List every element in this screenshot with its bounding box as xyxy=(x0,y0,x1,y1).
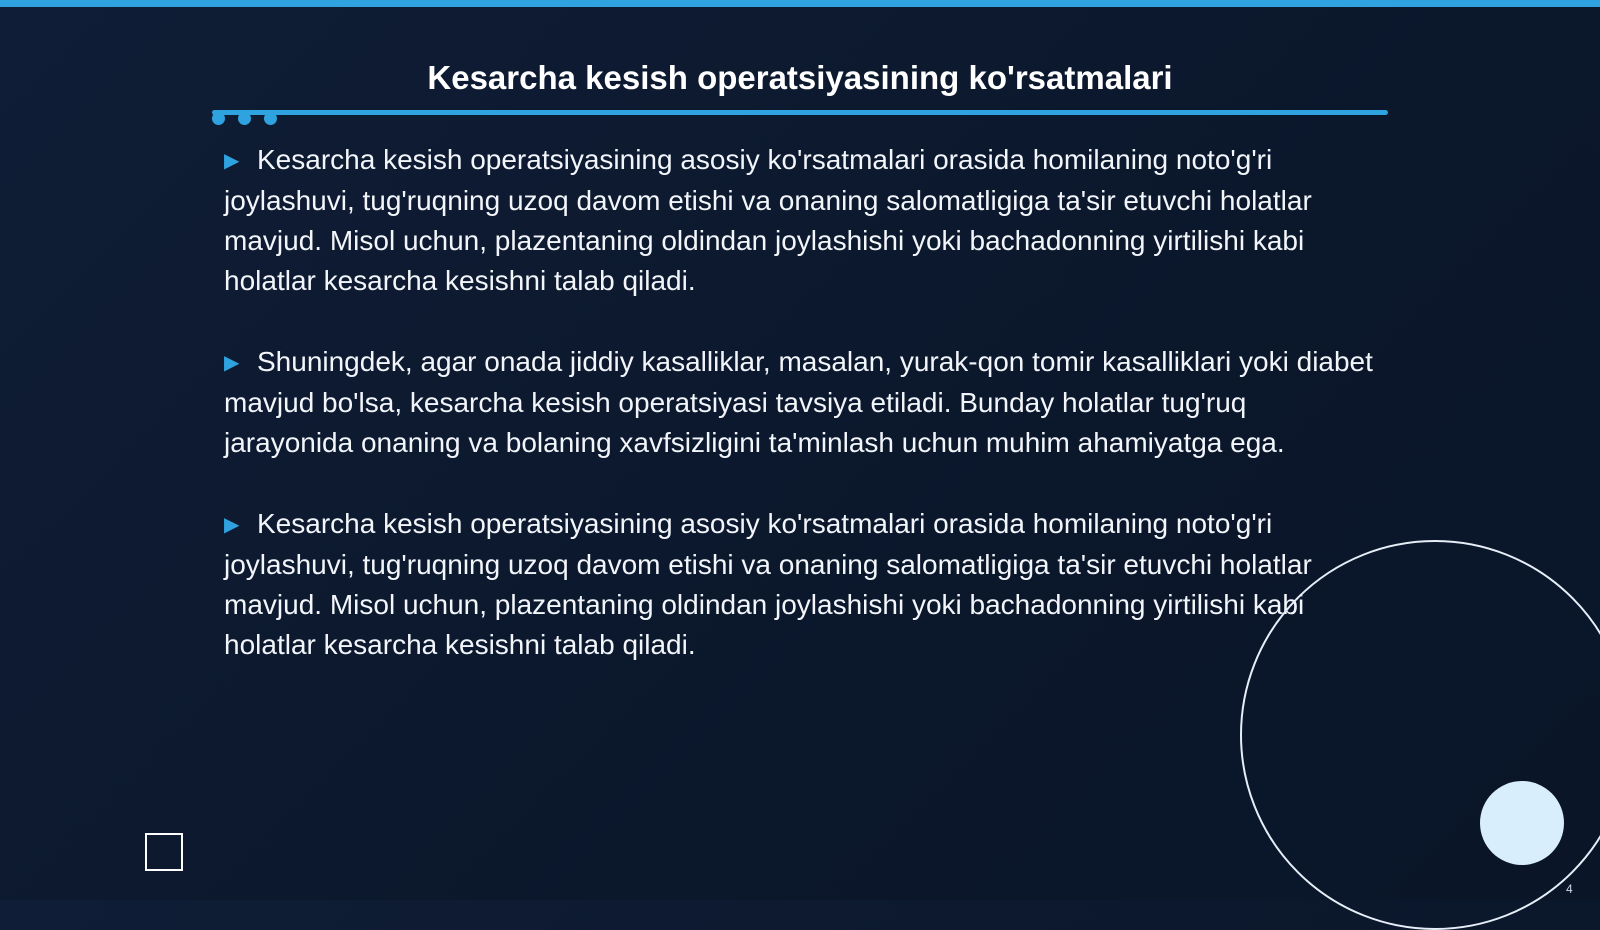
bullet-text: Kesarcha kesish operatsiyasining asosiy ko'rsatmalari orasida homilaning noto'g'ri joylashuvi, tug'ruqning uzoq davom etishi va onaning salomatligiga ta'sir etuvchi holatlar mavjud. Misol uchun, plazentaning oldindan joylashishi yoki bachadonning yirtilishi kabi holatlar kesarcha kesishni talab qiladi. xyxy=(224,508,1312,660)
bullet-arrow-icon: ▶ xyxy=(224,352,240,374)
decorative-circle-filled xyxy=(1480,781,1564,865)
bullet-arrow-icon: ▶ xyxy=(224,150,240,172)
underline-dot xyxy=(264,112,277,125)
bullet-paragraph-3 xyxy=(224,504,1374,665)
slide-title: Kesarcha kesish operatsiyasining ko'rsatmalari xyxy=(427,59,1173,96)
decorative-square xyxy=(145,833,183,871)
slide-content xyxy=(224,140,1374,706)
title-underline xyxy=(212,110,1388,115)
top-accent-bar xyxy=(0,0,1600,7)
decorative-circle-outline xyxy=(1240,540,1600,930)
bullet-arrow-icon: ▶ xyxy=(224,514,240,536)
bullet-text: Shuningdek, agar onada jiddiy kasalliklar, masalan, yurak-qon tomir kasalliklari yoki diabet mavjud bo'lsa, kesarcha kesish operatsiyasi tavsiya etiladi. Bunday holatlar tug'ruq jarayonida onaning va bolaning xavfsizligini ta'minlash uchun muhim ahamiyatga ega. xyxy=(224,346,1373,458)
underline-dot xyxy=(238,112,251,125)
bullet-paragraph-1 xyxy=(224,140,1374,301)
underline-dot xyxy=(212,112,225,125)
bullet-paragraph-2 xyxy=(224,342,1374,463)
page-number: 4 xyxy=(1566,882,1573,896)
bullet-text: Kesarcha kesish operatsiyasining asosiy ko'rsatmalari orasida homilaning noto'g'ri joylashuvi, tug'ruqning uzoq davom etishi va onaning salomatligiga ta'sir etuvchi holatlar mavjud. Misol uchun, plazentaning oldindan joylashishi yoki bachadonning yirtilishi kabi holatlar kesarcha kesishni talab qiladi. xyxy=(224,144,1312,296)
